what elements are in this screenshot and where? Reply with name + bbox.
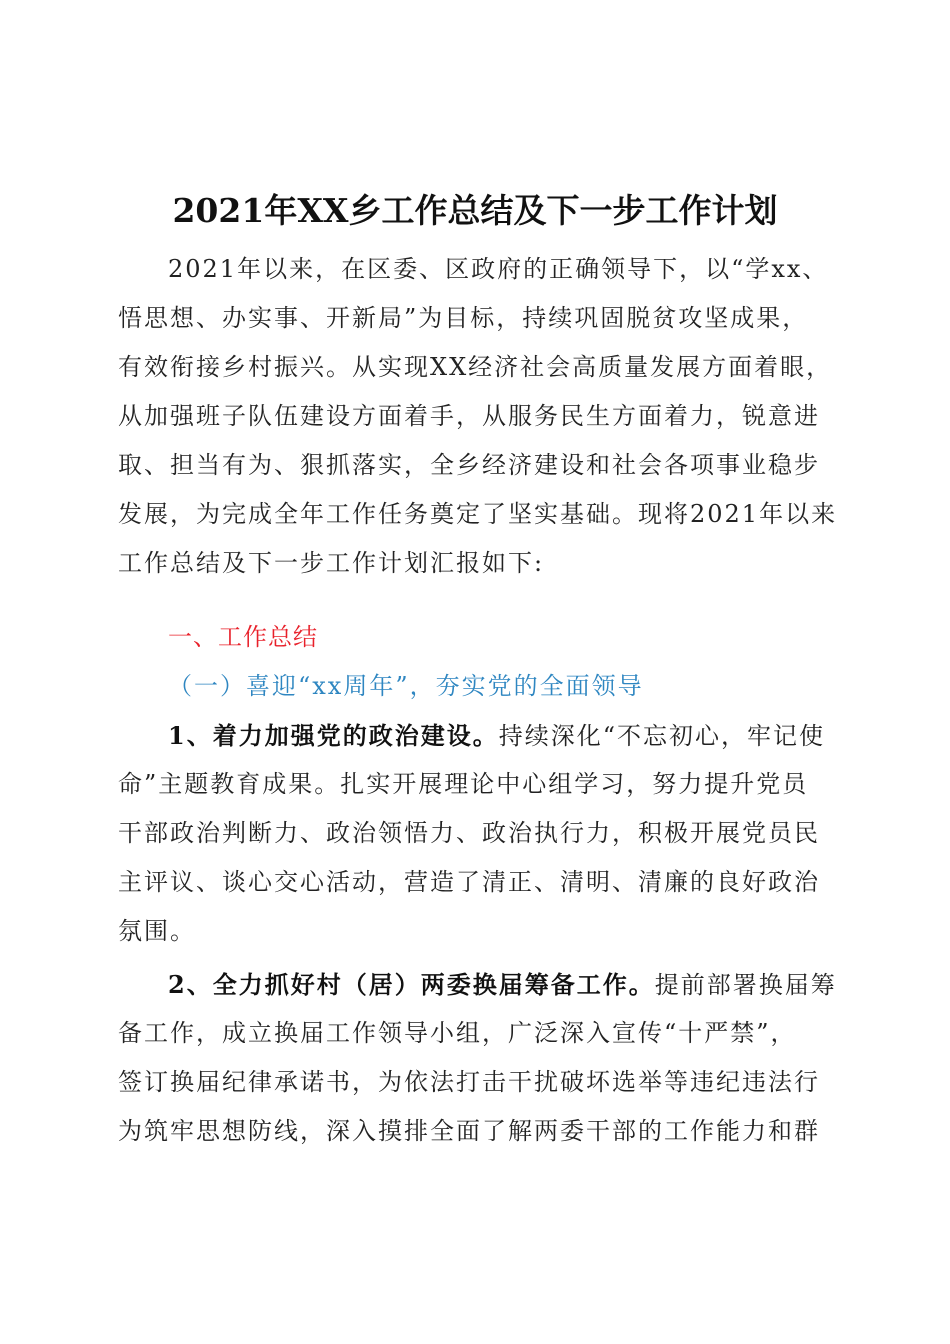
item-2-first-line-rest: 提前部署换届筹 [654, 971, 837, 999]
item-2-lead: 2、全力抓好村（居）两委换届筹备工作。 [168, 970, 655, 999]
intro-line: 工作总结及下一步工作计划汇报如下: [118, 549, 545, 577]
item-1-paragraph [118, 711, 832, 956]
item-2-paragraph [118, 960, 837, 1156]
section-heading-work-summary: 一、工作总结 [168, 623, 318, 651]
item-1-line: 命”主题教育成果。扎实开展理论中心组学习，努力提升党员 [118, 770, 809, 798]
item-2-line: 签订换届纪律承诺书，为依法打击干扰破坏选举等违纪违法行 [118, 1068, 820, 1096]
item-2-line: 备工作，成立换届工作领导小组，广泛深入宣传“十严禁”， [118, 1019, 797, 1047]
item-2-line: 为筑牢思想防线，深入摸排全面了解两委干部的工作能力和群 [118, 1117, 820, 1145]
item-1-line: 干部政治判断力、政治领悟力、政治执行力，积极开展党员民 [118, 819, 820, 847]
document-title: 2021年XX乡工作总结及下一步工作计划 [172, 191, 778, 230]
subsection-heading-party-leadership: （一）喜迎“xx周年”，夯实党的全面领导 [168, 672, 644, 700]
intro-line: 悟思想、办实事、开新局”为目标，持续巩固脱贫攻坚成果， [118, 304, 809, 332]
item-1-lead: 1、着力加强党的政治建设。 [168, 721, 499, 750]
item-2-first-line [118, 960, 837, 1009]
item-1-first-line-rest: 持续深化“不忘初心，牢记使 [498, 722, 825, 750]
item-1-first-line [118, 711, 832, 760]
intro-line: 有效衔接乡村振兴。从实现XX经济社会高质量发展方面着眼， [118, 353, 833, 381]
intro-line: 发展，为完成全年工作任务奠定了坚实基础。现将2021年以来 [118, 500, 838, 528]
intro-line: 2021年以来，在区委、区政府的正确领导下，以“学xx、 [168, 255, 829, 283]
item-1-line: 氛围。 [118, 917, 196, 945]
item-1-line: 主评议、谈心交心活动，营造了清正、清明、清廉的良好政治 [118, 868, 820, 896]
intro-paragraph [118, 245, 838, 588]
intro-line: 取、担当有为、狠抓落实，全乡经济建设和社会各项事业稳步 [118, 451, 820, 479]
intro-line: 从加强班子队伍建设方面着手，从服务民生方面着力，锐意进 [118, 402, 820, 430]
